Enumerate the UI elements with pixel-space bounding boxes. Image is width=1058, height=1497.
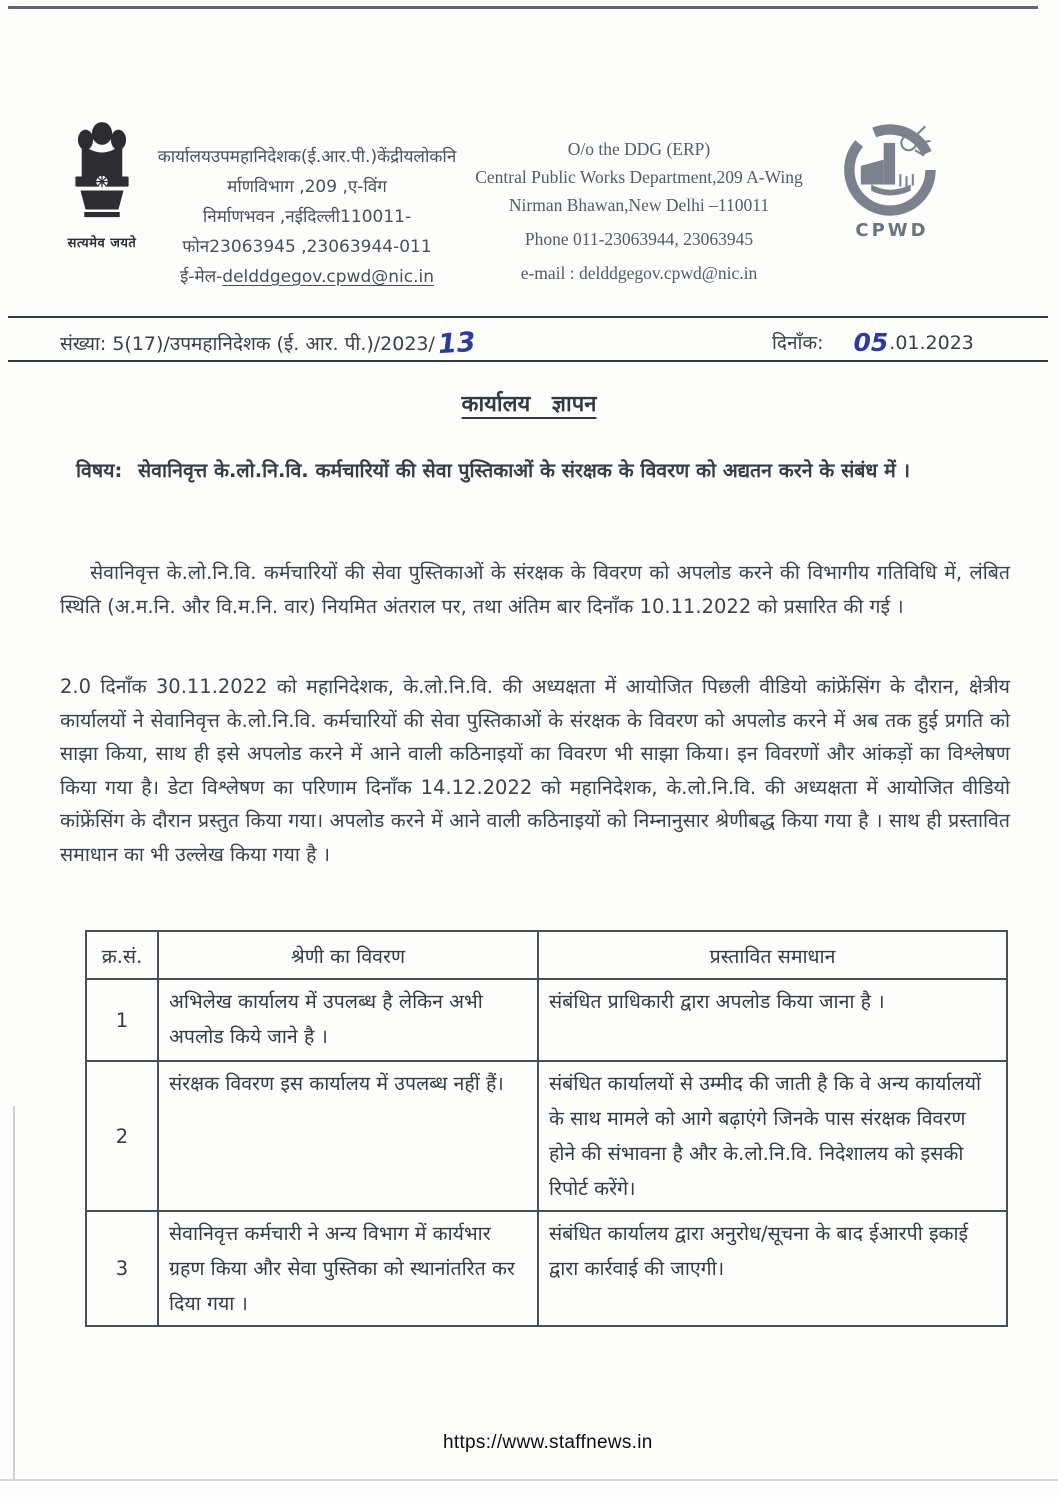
paragraph-1: सेवानिवृत्त के.लो.नि.वि. कर्मचारियों की सेवा पुस्तिकाओं के संरक्षक के विवरण को अपलोड करने की विभागीय गतिविधि में, लंबित स्थिति (अ.म.नि. और वि.म.नि. वार) नियमित अंतराल पर, तथा अंतिम बार दिनाँक 10.11.2022 को प्रसारित की गई । (60, 561, 1010, 618)
english-office-line: Nirman Bhawan,New Delhi –110011 (508, 195, 770, 215)
table-header-row (86, 931, 1007, 979)
english-address-block (438, 136, 840, 288)
ashoka-lion-capital-icon (54, 118, 150, 230)
horizontal-rule-top (8, 316, 1048, 318)
row-2-category: संरक्षक विवरण इस कार्यालय में उपलब्ध नहीं हैं। (158, 1061, 538, 1211)
english-phone-line: Phone 011-23063944, 23063945 (524, 229, 754, 249)
row-1-solution: संबंधित प्राधिकारी द्वारा अपलोड किया जाना है । (538, 979, 1007, 1061)
scan-left-edge (13, 1106, 15, 1480)
english-email-line (438, 260, 840, 287)
hindi-office-line: र्माणविभाग ,209 ,ए-विंग (227, 177, 387, 197)
category-solution-table (85, 930, 1008, 1327)
english-email-label: e-mail : (520, 263, 580, 283)
reference-number-label: संख्या: 5(17)/उपमहानिदेशक (ई. आर. पी.)/2023/ (60, 333, 435, 355)
emblem-motto: सत्यमेव जयते (67, 236, 137, 251)
english-email-address: delddgegov.cpwd@nic.in (579, 263, 758, 283)
subject-label: विषय: (76, 459, 123, 482)
table-row (86, 979, 1007, 1061)
english-office-line: Central Public Works Department,209 A-Wing (475, 167, 803, 187)
national-emblem (54, 118, 150, 268)
hindi-email-label: ई-मेल- (179, 267, 223, 287)
cpwd-logo (834, 120, 950, 260)
source-url: https://www.staffnews.in (443, 1432, 653, 1453)
row-2-solution: संबंधित कार्यालयों से उम्मीद की जाती है कि वे अन्य कार्यालयों के साथ मामले को आगे बढ़ाएंगे जिनके पास संरक्षक विवरण होने की संभावना है और के.लो.नि.वि. निदेशालय को इसकी रिपोर्ट करेंगे। (538, 1061, 1007, 1211)
table-row (86, 1211, 1007, 1326)
table-row (86, 1061, 1007, 1211)
subject-text: सेवानिवृत्त के.लो.नि.वि. कर्मचारियों की सेवा पुस्तिकाओं के संरक्षक के विवरण को अद्यतन करने के संबंध में । (138, 459, 911, 482)
row-3-solution: संबंधित कार्यालय द्वारा अनुरोध/सूचना के बाद ईआरपी इकाई द्वारा कार्रवाई की जाएगी। (538, 1211, 1007, 1326)
header-proposed-solution: प्रस्तावित समाधान (538, 931, 1007, 979)
hindi-email-address: delddgegov.cpwd@nic.in (222, 267, 435, 287)
row-3-serial: 3 (86, 1211, 158, 1326)
row-2-serial: 2 (86, 1061, 158, 1211)
reference-number (60, 326, 477, 361)
row-1-serial: 1 (86, 979, 158, 1061)
hindi-office-line: निर्माणभवन ,नईदिल्ली110011- (202, 207, 412, 227)
subject-block (76, 452, 1022, 489)
memo-title: कार्यालय ज्ञापन (461, 392, 597, 417)
row-3-category: सेवानिवृत्त कर्मचारी ने अन्य विभाग में कार्यभार ग्रहण किया और सेवा पुस्तिका को स्थानांतरित कर दिया गया । (158, 1211, 538, 1326)
date-printed: .01.2023 (889, 332, 974, 354)
header-category-description: श्रेणी का विवरण (158, 931, 538, 979)
hindi-email-line (140, 262, 474, 292)
date-handwritten: 05 (853, 328, 889, 357)
english-office-line: O/o the DDG (ERP) (567, 139, 711, 159)
cpwd-logo-label: CPWD (855, 220, 929, 241)
scan-top-edge (8, 6, 1038, 9)
header-serial-number: क्र.सं. (86, 931, 158, 979)
date-label: दिनाँक: (772, 332, 824, 354)
reference-date (772, 326, 974, 355)
hindi-office-line: कार्यालयउपमहानिदेशक(ई.आर.पी.)केंद्रीयलोकनि (157, 147, 457, 167)
scan-bottom-edge (0, 1479, 1058, 1481)
row-1-category: अभिलेख कार्यालय में उपलब्ध है लेकिन अभी अपलोड किये जाने है । (158, 979, 538, 1061)
reference-number-handwritten: 13 (436, 326, 477, 361)
hindi-address-block (140, 142, 474, 292)
horizontal-rule-bottom (8, 360, 1048, 362)
paragraph-2: 2.0 दिनाँक 30.11.2022 को महानिदेशक, के.लो.नि.वि. की अध्यक्षता में आयोजित पिछली वीडियो कांफ्रेंसिंग के दौरान, क्षेत्रीय कार्यालयों ने सेवानिवृत्त के.लो.नि.वि. कर्मचारियों की सेवा पुस्तिकाओं के संरक्षक के विवरण को अपलोड करने में अब तक हुई प्रगति को साझा किया, साथ ही इसे अपलोड करने में आने वाली कठिनाइयों का विवरण भी साझा किया। इन विवरणों और आंकड़ों का विश्लेषण किया गया है। डेटा विश्लेषण का परिणाम दिनाँक 14.12.2022 को महानिदेशक, के.लो.नि.वि. की अध्यक्षता में आयोजित वीडियो कांफ्रेंसिंग के दौरान प्रस्तुत किया गया। अपलोड करने में आने वाली कठिनाइयों को निम्नानुसार श्रेणीबद्ध किया गया है । साथ ही प्रस्तावित समाधान का भी उल्लेख किया गया है । (60, 675, 1010, 866)
hindi-office-line: फोन23063945 ,23063944-011 (182, 237, 432, 257)
cpwd-emblem-icon (834, 120, 950, 220)
